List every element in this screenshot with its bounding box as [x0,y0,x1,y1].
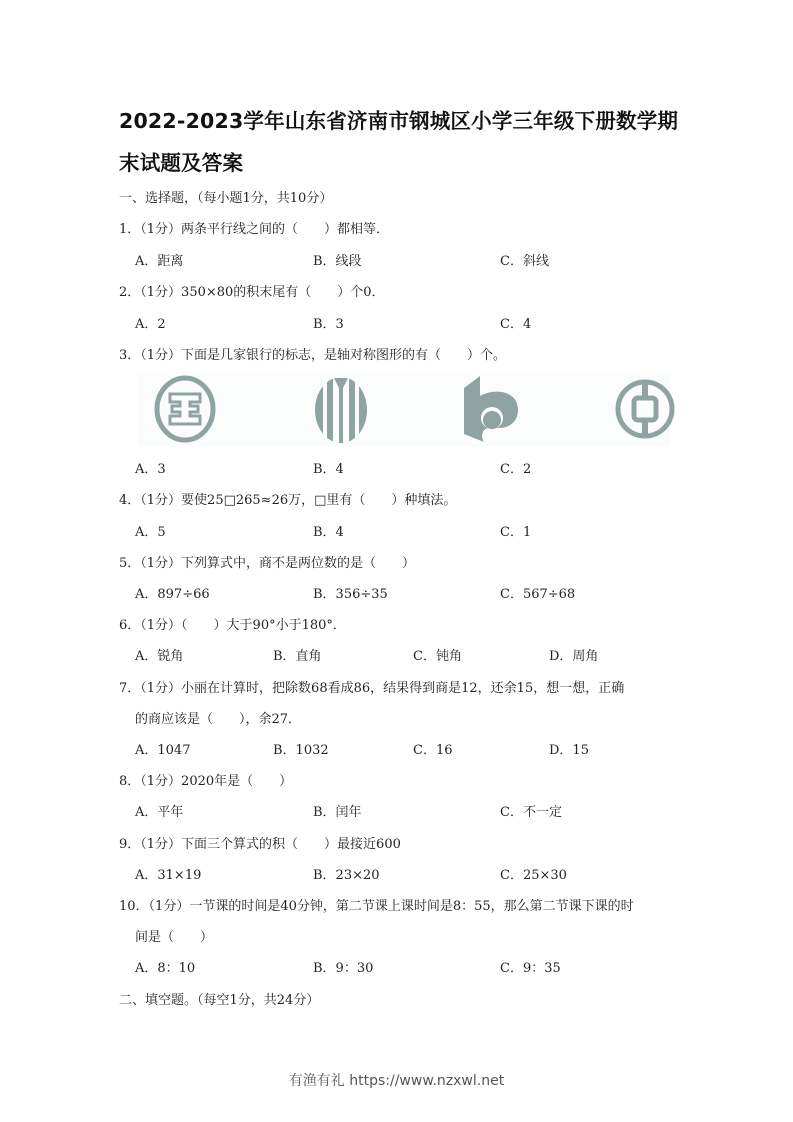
q7-option-c: C．16 [413,743,453,758]
q6-option-d: D．周角 [549,649,599,664]
q2-option-c: C．4 [500,317,532,332]
question-5: 5．（1分）下列算式中，商不是两位数的是（ ） [119,556,416,571]
q7-option-a: A．1047 [135,743,191,758]
q4-option-c: C．1 [500,525,532,540]
q1-option-c: C．斜线 [500,254,549,269]
question-8: 8．（1分）2020年是（ ） [119,774,293,789]
question-2: 2．（1分）350×80的积末尾有（ ）个0． [119,285,385,300]
q1-option-b: B．线段 [313,254,362,269]
bank-logo-boc-icon [610,374,680,444]
footer-watermark: 有渔有礼 https://www.nzxwl.net [288,1073,505,1089]
question-7: 7．（1分）小丽在计算时，把除数68看成86，结果得到商是12，还余15，想一想，正确 [119,681,625,696]
question-4: 4．（1分）要使25□265≈26万，□里有（ ）种填法。 [119,493,457,508]
question-9: 9．（1分）下面三个算式的积（ ）最接近600 [119,837,401,852]
q6-option-a: A．锐角 [135,649,184,664]
q3-option-a: A．3 [135,462,166,477]
q4-option-a: A．5 [135,525,166,540]
q6-option-c: C．钝角 [413,649,462,664]
section-heading-fill-blank: 二、填空题。（每空1分，共24分） [119,993,320,1008]
document-title-line1: 2022-2023学年山东省济南市钢城区小学三年级下册数学期 [119,109,679,133]
q3-option-c: C．2 [500,462,532,477]
q10-option-a: A．8：10 [135,961,196,976]
bank-logo-icbc-icon [150,374,220,444]
q8-option-a: A．平年 [135,805,184,820]
q3-option-b: B．4 [313,462,344,477]
bank-logo-citic-icon [306,374,376,444]
q5-option-c: C．567÷68 [500,587,576,602]
q9-option-a: A．31×19 [135,868,202,883]
question-7-continued: 的商应该是（ ），余27． [135,712,302,727]
q8-option-b: B．闰年 [313,805,362,820]
bank-logos-image [138,372,670,446]
q8-option-c: C．不一定 [500,805,562,820]
bank-logo-bocom-icon [460,374,530,444]
q5-option-b: B．356÷35 [313,587,388,602]
q4-option-b: B．4 [313,525,344,540]
question-3: 3．（1分）下面是几家银行的标志，是轴对称图形的有（ ）个。 [119,348,507,363]
q7-option-d: D．15 [549,743,589,758]
question-1: 1．（1分）两条平行线之间的（ ）都相等． [119,222,390,237]
q7-option-b: B．1032 [273,743,329,758]
q2-option-a: A．2 [135,317,166,332]
q10-option-b: B．9：30 [313,961,374,976]
q5-option-a: A．897÷66 [135,587,210,602]
document-title-line2: 末试题及答案 [119,151,244,175]
question-10-continued: 间是（ ） [135,930,214,945]
q9-option-b: B．23×20 [313,868,380,883]
section-heading-choice: 一、选择题，（每小题1分，共10分） [119,191,333,206]
q9-option-c: C．25×30 [500,868,567,883]
q10-option-c: C．9：35 [500,961,561,976]
q2-option-b: B．3 [313,317,344,332]
q1-option-a: A．距离 [135,254,184,269]
q6-option-b: B．直角 [273,649,322,664]
question-10: 10．（1分）一节课的时间是40分钟，第二节课上课时间是8：55，那么第二节课下课的时 [119,899,634,914]
question-6: 6．（1分）（ ）大于90°小于180°． [119,618,346,633]
